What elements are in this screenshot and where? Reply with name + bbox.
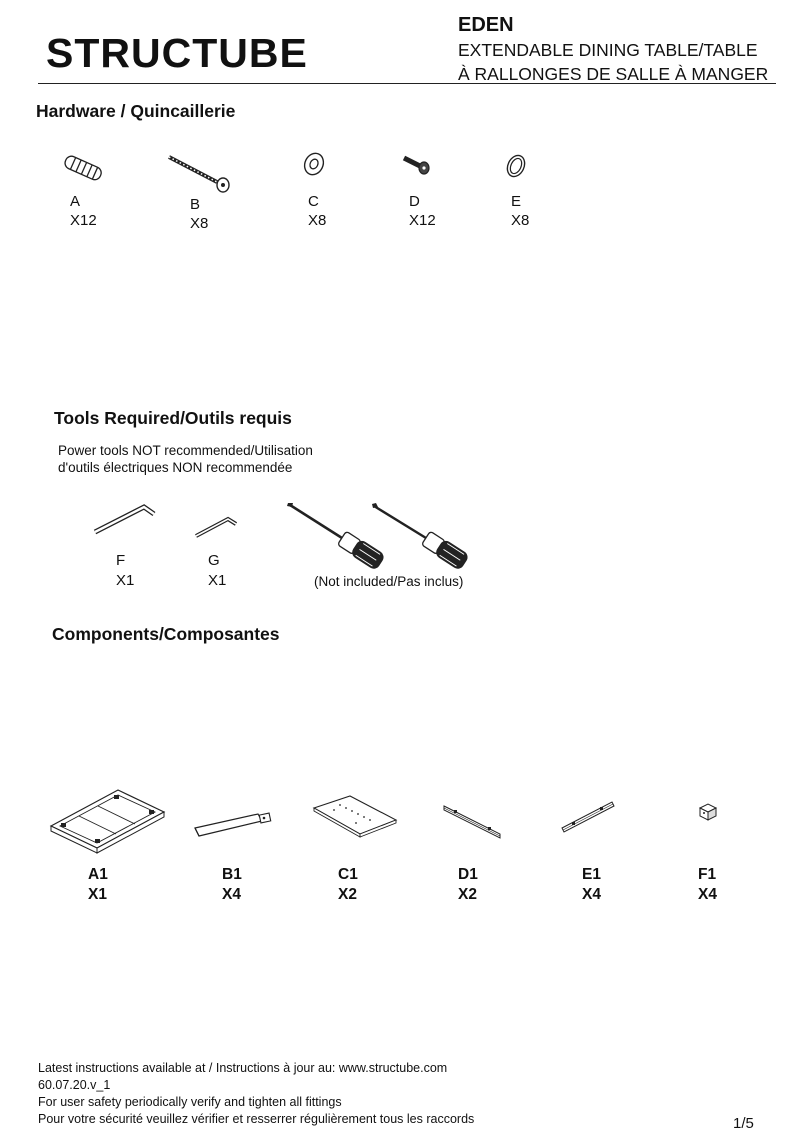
screwdrivers-not-included-note: (Not included/Pas inclus)	[314, 574, 464, 589]
brand-logo: STRUCTUBE	[46, 30, 308, 76]
component-a1-id: A1	[88, 866, 108, 883]
component-b1-id: B1	[222, 866, 242, 883]
product-description-en: EXTENDABLE DINING TABLE/TABLE	[458, 40, 758, 60]
component-e1-qty: X4	[582, 886, 601, 903]
component-d1-qty: X2	[458, 886, 477, 903]
hardware-c-qty: X8	[308, 212, 327, 229]
footer-instructions-link[interactable]: Latest instructions available at / Instructions à jour au: www.structube.com	[38, 1061, 448, 1075]
header-divider	[38, 83, 776, 84]
allen-key-small-icon	[192, 514, 240, 542]
hardware-b-qty: X8	[190, 215, 209, 232]
corner-block-icon	[698, 802, 718, 822]
allen-key-large-icon	[90, 500, 162, 540]
tools-note-line2: d'outils électriques NON recommendée	[58, 460, 293, 475]
hardware-a-letter: A	[70, 193, 81, 210]
tool-f-qty: X1	[116, 572, 135, 589]
component-f1-qty: X4	[698, 886, 717, 903]
dowel-icon	[60, 152, 108, 188]
hardware-b-letter: B	[190, 196, 201, 213]
short-bolt-icon	[400, 153, 436, 177]
tool-g-qty: X1	[208, 572, 227, 589]
footer-safety-fr: Pour votre sécurité veuillez vérifier et resserrer régulièrement tous les raccords	[38, 1112, 475, 1126]
hardware-e-qty: X8	[511, 212, 530, 229]
long-bolt-icon	[165, 152, 237, 194]
component-c1-qty: X2	[338, 886, 357, 903]
lock-washer-icon	[503, 152, 529, 180]
components-title: Components/Composantes	[52, 624, 280, 644]
table-frame-icon	[48, 782, 168, 852]
extension-leaf-icon	[312, 792, 400, 840]
footer	[38, 1060, 474, 1128]
footer-safety-en: For user safety periodically verify and tighten all fittings	[38, 1095, 342, 1109]
page-number: 1/5	[733, 1115, 754, 1132]
phillips-screwdriver-icon	[370, 500, 474, 572]
short-rail-icon	[560, 798, 616, 836]
footer-version: 60.07.20.v_1	[38, 1078, 111, 1092]
component-a1-qty: X1	[88, 886, 107, 903]
component-c1-id: C1	[338, 866, 358, 883]
component-e1-id: E1	[582, 866, 601, 883]
long-rail-icon	[442, 800, 504, 842]
flat-washer-icon	[300, 150, 328, 178]
tool-g-letter: G	[208, 552, 220, 569]
hardware-a-qty: X12	[70, 212, 97, 229]
component-f1-id: F1	[698, 866, 717, 883]
hardware-d-letter: D	[409, 193, 420, 210]
hardware-e-letter: E	[511, 193, 522, 210]
table-leg-icon	[192, 808, 276, 840]
hardware-c-letter: C	[308, 193, 319, 210]
product-name: EDEN	[458, 14, 514, 36]
hardware-title: Hardware / Quincaillerie	[36, 101, 236, 121]
component-d1-id: D1	[458, 866, 478, 883]
hardware-d-qty: X12	[409, 212, 436, 229]
tools-note-line1: Power tools NOT recommended/Utilisation	[58, 443, 313, 458]
tools-title: Tools Required/Outils requis	[54, 408, 292, 428]
product-description-fr: À RALLONGES DE SALLE À MANGER	[458, 64, 769, 84]
tool-f-letter: F	[116, 552, 126, 569]
component-b1-qty: X4	[222, 886, 241, 903]
